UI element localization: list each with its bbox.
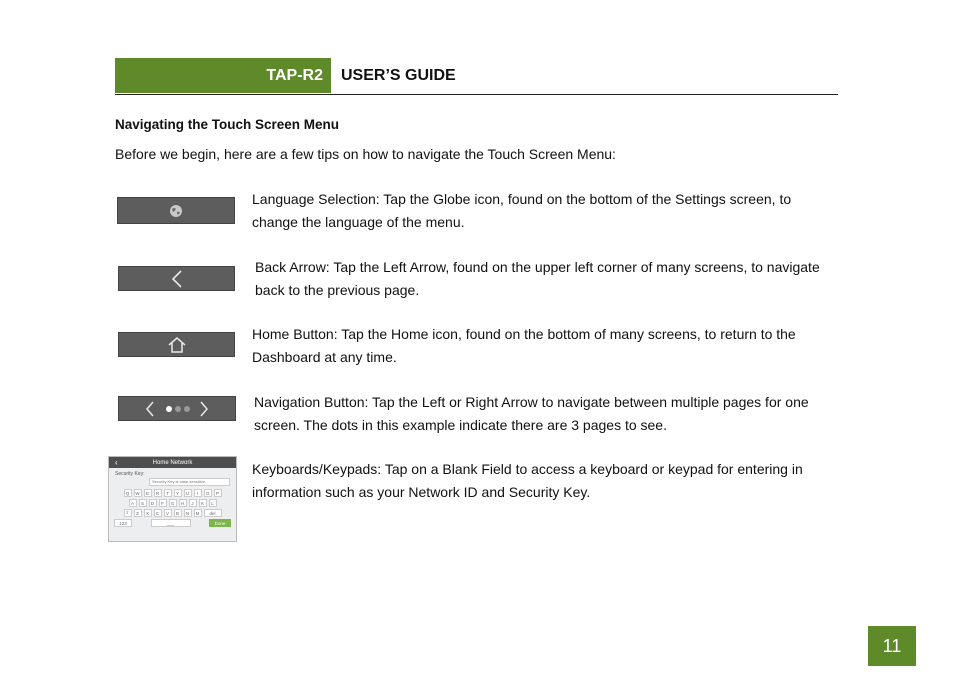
- key: A: [129, 499, 137, 507]
- page-dots-icon: [145, 400, 209, 418]
- key: X: [144, 509, 152, 517]
- key: U: [184, 489, 192, 497]
- key: M: [194, 509, 202, 517]
- key: B: [174, 509, 182, 517]
- keyboard-keys: [109, 486, 236, 517]
- left-arrow-icon: [171, 270, 183, 288]
- navigation-button-text: Navigation Button: Tap the Left or Right Arrow to navigate between multiple pages for one screen. The dots in this example indicate there are 3 pages to see.: [254, 394, 809, 433]
- globe-icon: [169, 204, 183, 218]
- key: F: [159, 499, 167, 507]
- keyboard-screen-title: Home Network: [152, 459, 193, 466]
- key: C: [154, 509, 162, 517]
- home-icon: [167, 336, 187, 354]
- key: O: [204, 489, 212, 497]
- keyboard-thumbnail: [108, 456, 237, 542]
- done-key: Done: [209, 519, 231, 527]
- key: P: [214, 489, 222, 497]
- language-selection-text: Language Selection: Tap the Globe icon, found on the bottom of the Settings screen, to change the language of the menu.: [252, 191, 792, 230]
- home-button-text: Home Button: Tap the Home icon, found on the bottom of many screens, to return to the Dashboard at any time.: [252, 326, 796, 365]
- key: Q: [124, 489, 132, 497]
- product-tag: TAP-R2: [115, 58, 331, 93]
- key: R: [154, 489, 162, 497]
- keyboard-title-bar: [109, 457, 236, 468]
- section-title: Navigating the Touch Screen Menu: [115, 117, 340, 132]
- navigation-button-thumbnail: [118, 396, 236, 421]
- key: H: [179, 499, 187, 507]
- security-key-label: Security Key:: [115, 471, 145, 477]
- back-arrow-thumbnail: [118, 266, 235, 291]
- key: S: [139, 499, 147, 507]
- key-row-1: [114, 489, 231, 497]
- key: T: [164, 489, 172, 497]
- globe-button-thumbnail: [117, 197, 235, 224]
- delete-key: del: [204, 509, 222, 517]
- key: L: [209, 499, 217, 507]
- back-arrow-text: Back Arrow: Tap the Left Arrow, found on the upper left corner of many screens, to navigate back to the previous page.: [255, 259, 820, 298]
- key: V: [164, 509, 172, 517]
- keyboard-text: Keyboards/Keypads: Tap on a Blank Field to access a keyboard or keypad for entering in information such as your Network ID and Security Key.: [252, 461, 803, 500]
- key: N: [184, 509, 192, 517]
- guide-title: USER’S GUIDE: [341, 66, 456, 84]
- number-key: 123: [114, 519, 132, 527]
- security-key-field: Security Key is case-sensitive.: [149, 478, 230, 486]
- space-key: ___: [151, 519, 191, 527]
- page-number: 11: [868, 626, 916, 666]
- key: I: [194, 489, 202, 497]
- key-row-2: [114, 499, 231, 507]
- shift-key: ⇧: [124, 509, 132, 517]
- key: G: [169, 499, 177, 507]
- key: Y: [174, 489, 182, 497]
- keyboard-bottom-row: [109, 519, 236, 527]
- key: J: [189, 499, 197, 507]
- key: D: [149, 499, 157, 507]
- key: K: [199, 499, 207, 507]
- intro-text: Before we begin, here are a few tips on how to navigate the Touch Screen Menu:: [115, 146, 616, 162]
- home-button-thumbnail: [118, 332, 235, 357]
- key-row-3: [114, 509, 231, 517]
- key: W: [135, 490, 140, 496]
- page-header: [115, 58, 838, 95]
- left-arrow-icon: ‹: [115, 458, 118, 467]
- key: Z: [134, 509, 142, 517]
- key: E: [144, 489, 152, 497]
